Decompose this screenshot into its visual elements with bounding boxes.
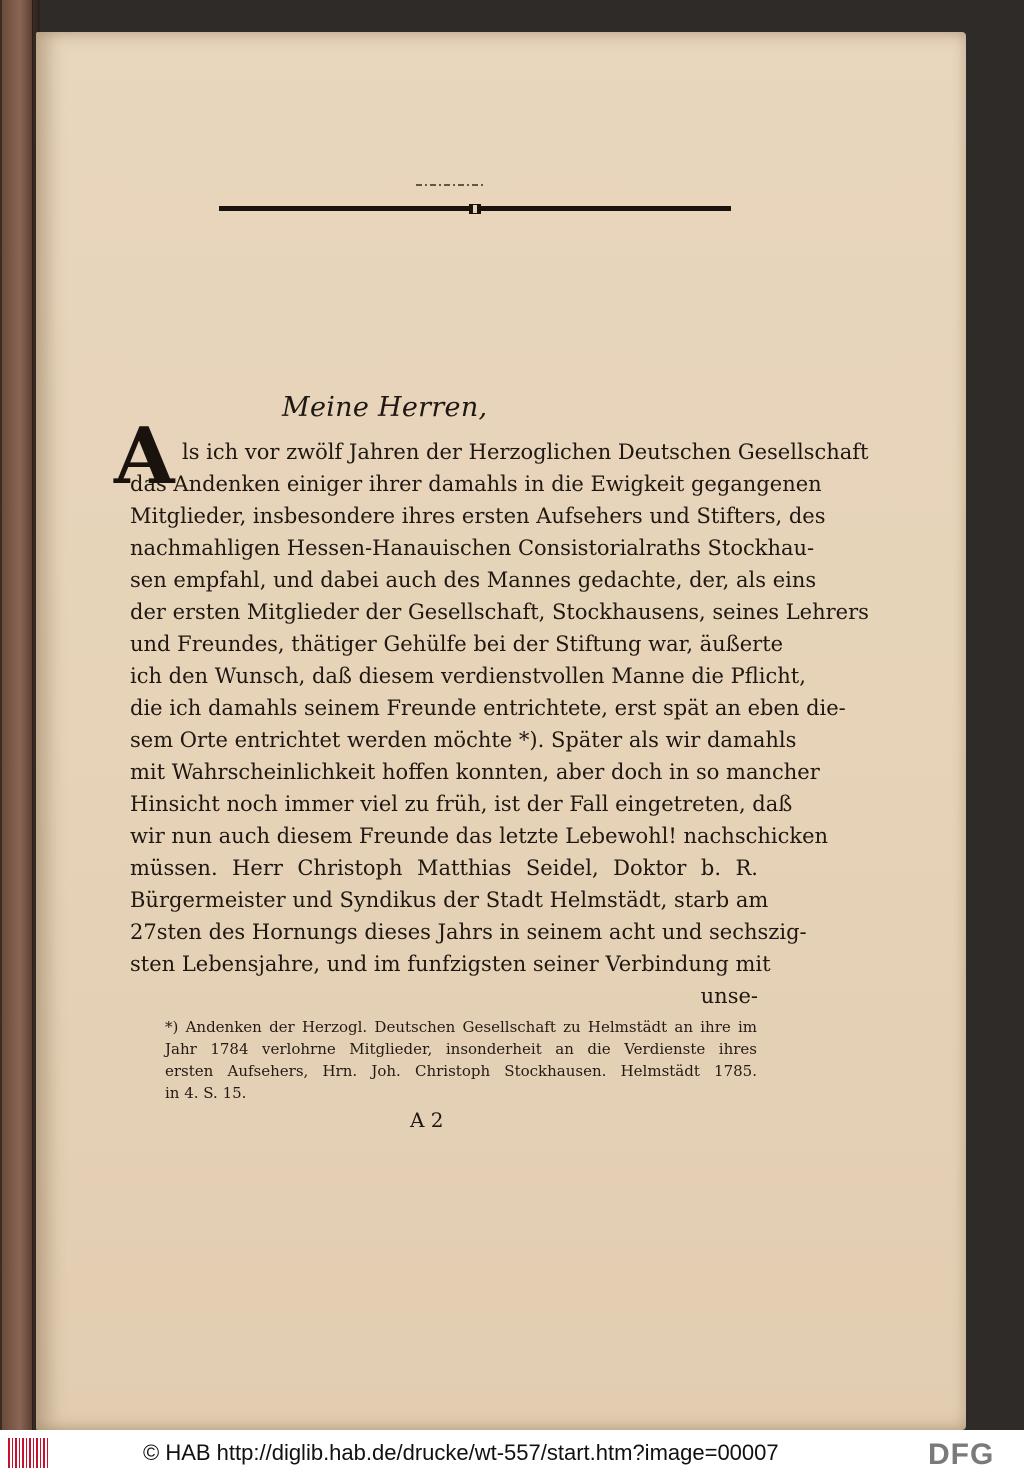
footnote-line: Jahr 1784 verlohrne Mitglieder, insonderheit an die Verdienste ihres — [165, 1040, 757, 1058]
header-ornament — [416, 182, 486, 188]
text-line: die ich damahls seinem Freunde entrichtete, erst spät an eben die- — [130, 696, 846, 720]
text-line: mit Wahrscheinlichkeit hoffen konnten, aber doch in so mancher — [130, 760, 820, 784]
text-line: nachmahligen Hessen-Hanauischen Consistorialraths Stockhau- — [130, 536, 815, 560]
barcode-icon — [8, 1438, 48, 1468]
text-line: Bürgermeister und Syndikus der Stadt Helmstädt, starb am — [130, 888, 769, 912]
footnote-line: ersten Aufsehers, Hrn. Joh. Christoph Stockhausen. Helmstädt 1785. — [165, 1062, 757, 1080]
text-line: sem Orte entrichtet werden möchte *). Später als wir damahls — [130, 728, 797, 752]
drop-cap: A — [114, 411, 175, 502]
text-line: das Andenken einiger ihrer damahls in die Ewigkeit gegangenen — [130, 472, 822, 496]
footnote-line: in 4. S. 15. — [165, 1084, 247, 1102]
catchword: unse- — [700, 984, 758, 1008]
header-rule — [219, 204, 731, 214]
text-line: wir nun auch diesem Freunde das letzte Lebewohl! nachschicken — [130, 824, 829, 848]
book-spine — [0, 0, 40, 1430]
text-line: ls ich vor zwölf Jahren der Herzoglichen Deutschen Gesellschaft — [182, 440, 869, 464]
salutation-heading: Meine Herren, — [282, 392, 488, 423]
text-line: ich den Wunsch, daß diesem verdienstvollen Manne die Pflicht, — [130, 664, 806, 688]
footnote-line: *) Andenken der Herzogl. Deutschen Gesellschaft zu Helmstädt an ihre im — [165, 1018, 757, 1036]
previous-pages-edge — [2, 0, 33, 1430]
text-line: sen empfahl, und dabei auch des Mannes gedachte, der, als eins — [130, 568, 817, 592]
viewer-footer — [0, 1430, 1024, 1476]
signature-mark: A 2 — [410, 1108, 444, 1132]
text-line: Mitglieder, insbesondere ihres ersten Aufsehers und Stifters, des — [130, 504, 826, 528]
text-line: der ersten Mitglieder der Gesellschaft, Stockhausens, seines Lehrers — [130, 600, 869, 624]
text-line: Hinsicht noch immer viel zu früh, ist der Fall eingetreten, daß — [130, 792, 793, 816]
text-line: sten Lebensjahre, und im funfzigsten seiner Verbindung mit — [130, 952, 771, 976]
dfg-logo: DFG — [928, 1438, 995, 1471]
text-line: 27sten des Hornungs dieses Jahrs in seinem acht und sechszig- — [130, 920, 807, 944]
text-line: müssen. Herr Christoph Matthias Seidel, Doktor b. R. — [130, 856, 758, 880]
text-line: und Freundes, thätiger Gehülfe bei der Stiftung war, äußerte — [130, 632, 784, 656]
source-credit[interactable]: © HAB http://diglib.hab.de/drucke/wt-557/start.htm?image=00007 — [143, 1440, 779, 1465]
